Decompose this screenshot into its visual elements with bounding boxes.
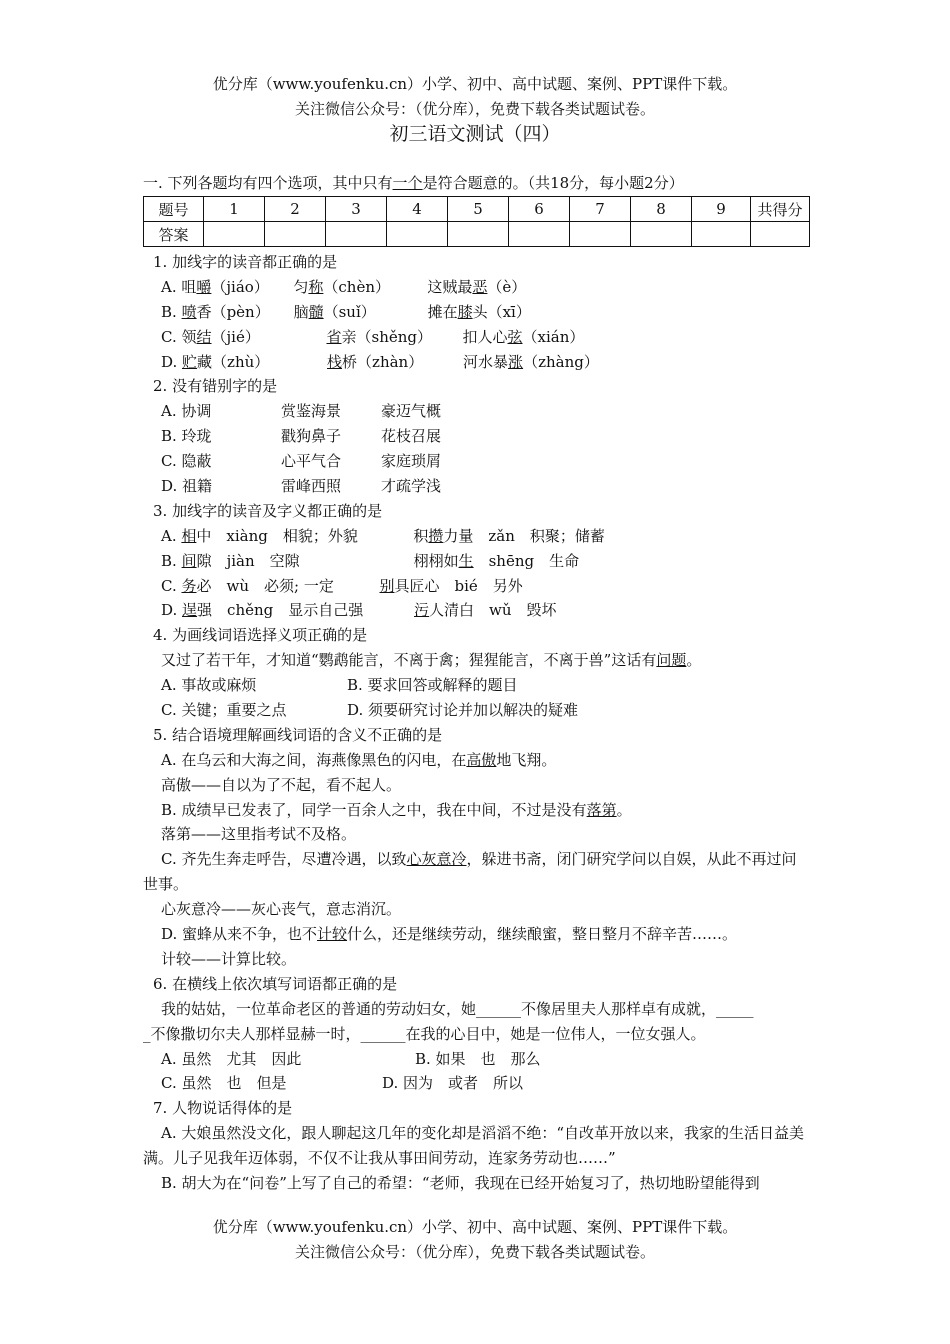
table-row-answers xyxy=(144,222,810,247)
table-header-cell: 7 xyxy=(570,197,631,222)
page-footer xyxy=(0,1215,950,1265)
answer-cell[interactable] xyxy=(204,222,265,247)
answer-cell[interactable] xyxy=(326,222,387,247)
blank-2a[interactable]: _____ xyxy=(716,999,754,1018)
question-1-option-c: C. 领结（jié） 省亲（shěng） 扣人心弦（xián） xyxy=(161,327,585,346)
question-3-option-b: B. 间隙 jiàn 空隙 栩栩如生 shēng 生命 xyxy=(161,551,580,570)
question-5-option-d: D. 蜜蜂从来不争，也不计较什么，还是继续劳动，继续酿蜜，整日整月不辞辛苦……。 xyxy=(161,925,738,944)
question-6-passage-line-1: 我的姑姑，一位革命老区的普通的劳动妇女，她______不像居里夫人那样卓有成就，_____ xyxy=(161,999,754,1018)
table-header-cell: 2 xyxy=(265,197,326,222)
question-1-option-a: A. 咀嚼（jiáo） 匀称（chèn） 这贼最恶（è） xyxy=(161,277,527,296)
question-3-option-d: D. 逞强 chěng 显示自己强 污人清白 wǔ 毁坏 xyxy=(161,601,557,620)
question-4-passage: 又过了若干年，才知道“鹦鹉能言，不离于禽；猩猩能言，不离于兽”这话有问题。 xyxy=(161,651,702,670)
answer-table xyxy=(143,196,810,247)
table-row-numbers xyxy=(144,197,810,222)
answer-cell[interactable] xyxy=(448,222,509,247)
question-5-option-a: A. 在乌云和大海之间，海燕像黑色的闪电，在高傲地飞翔。 xyxy=(161,750,557,769)
questions xyxy=(143,250,808,1196)
table-header-cell: 4 xyxy=(387,197,448,222)
answer-cell[interactable] xyxy=(631,222,692,247)
answer-cell[interactable] xyxy=(570,222,631,247)
blank-1[interactable]: ______ xyxy=(476,999,522,1018)
answer-cell[interactable] xyxy=(265,222,326,247)
table-header-cell: 8 xyxy=(631,197,692,222)
question-2-option-c: C. 隐蔽 心平气合 家庭琐屑 xyxy=(161,452,442,471)
table-header-cell: 5 xyxy=(448,197,509,222)
table-header-cell: 共得分 xyxy=(751,197,810,222)
question-4-options-ab: A. 事故或麻烦 B. 要求回答或解释的题目 xyxy=(161,676,518,695)
answer-cell[interactable] xyxy=(387,222,448,247)
table-header-cell: 9 xyxy=(692,197,751,222)
question-6-stem: 6. 在横线上依次填写词语都正确的是 xyxy=(153,974,398,993)
answer-cell[interactable] xyxy=(692,222,751,247)
answer-cell[interactable] xyxy=(509,222,570,247)
question-3-option-a: A. 相中 xiàng 相貌；外貌 积攒力量 zǎn 积聚；储蓄 xyxy=(161,526,605,545)
question-4-stem: 4. 为画线词语选择义项正确的是 xyxy=(153,626,368,645)
question-6-passage-line-2: _不像撒切尔夫人那样显赫一时，______在我的心目中，她是一位伟人，一位女强人。 xyxy=(143,1024,706,1043)
question-7-option-b: B. 胡大为在“问卷”上写了自己的希望：“老师，我现在已经开始复习了，热切地盼望能得到 xyxy=(161,1174,760,1193)
blank-3[interactable]: ______ xyxy=(360,1024,406,1043)
blank-2b[interactable]: _ xyxy=(143,1024,151,1043)
question-1-stem: 1. 加线字的读音都正确的是 xyxy=(153,253,338,271)
question-5-option-a-definition: 高傲——自以为了不起，看不起人。 xyxy=(161,775,402,794)
header-line-2: 关注微信公众号：（优分库），免费下载各类试题试卷。 xyxy=(294,100,655,118)
question-2-option-d: D. 祖籍 雷峰西照 才疏学浅 xyxy=(161,477,442,496)
question-1-option-b: B. 喷香（pèn） 脑髓（suǐ） 摊在膝头（xī） xyxy=(161,302,531,321)
table-header-cell: 6 xyxy=(509,197,570,222)
question-7-stem: 7. 人物说话得体的是 xyxy=(153,1099,293,1118)
page-title: 初三语文测试（四） xyxy=(389,123,561,145)
question-5-option-b-definition: 落第——这里指考试不及格。 xyxy=(161,825,357,844)
question-3-option-c: C. 务必 wù 必须; 一定 别具匠心 bié 另外 xyxy=(161,576,523,595)
question-5-option-b: B. 成绩早已发表了，同学一百余人之中，我在中间，不过是没有落第。 xyxy=(161,800,632,819)
question-6-options-ab: A. 虽然 尤其 因此 B. 如果 也 那么 xyxy=(161,1049,541,1068)
total-score-cell[interactable] xyxy=(751,222,810,247)
underlined-word: 一个 xyxy=(392,174,423,192)
section-1-instruction: 一. 下列各题均有四个选项，其中只有一个是符合题意的。（共18分，每小题2分） xyxy=(143,174,684,192)
footer-line-2: 关注微信公众号：（优分库），免费下载各类试题试卷。 xyxy=(294,1243,655,1261)
question-5-option-c: C. 齐先生奔走呼告，尽遭冷遇，以致心灰意冷，躲进书斋，闭门研究学问以自娱，从此不再过问世事。 xyxy=(143,850,797,894)
table-header-cell: 3 xyxy=(326,197,387,222)
answer-label-cell: 答案 xyxy=(144,222,204,247)
question-2-option-a: A. 协调 赏鉴海景 豪迈气概 xyxy=(161,402,442,421)
table-header-cell: 1 xyxy=(204,197,265,222)
question-1-option-d: D. 贮藏（zhù） 栈桥（zhàn） 河水暴涨（zhàng） xyxy=(161,352,599,371)
question-7-option-a: A. 大娘虽然没文化，跟人聊起这几年的变化却是滔滔不绝：“自改革开放以来，我家的生活日益美满。儿子见我年迈体弱，不仅不让我从事田间劳动，连家务劳动也……” xyxy=(143,1124,805,1168)
question-6-options-cd: C. 虽然 也 但是 D. 因为 或者 所以 xyxy=(161,1074,524,1093)
header-line-1: 优分库（www.youfenku.cn）小学、初中、高中试题、案例、PPT课件下载。 xyxy=(212,75,738,93)
table-header-cell: 题号 xyxy=(144,197,204,222)
question-4-options-cd: C. 关键；重要之点 D. 须要研究讨论并加以解决的疑难 xyxy=(161,701,579,720)
question-5-option-c-definition: 心灰意冷——灰心丧气，意志消沉。 xyxy=(161,900,402,919)
question-2-stem: 2. 没有错别字的是 xyxy=(153,377,278,396)
question-5-option-d-definition: 计较——计算比较。 xyxy=(161,949,297,968)
question-3-stem: 3. 加线字的读音及字义都正确的是 xyxy=(153,501,383,520)
question-5-stem: 5. 结合语境理解画线词语的含义不正确的是 xyxy=(153,725,443,744)
footer-line-1: 优分库（www.youfenku.cn）小学、初中、高中试题、案例、PPT课件下载。 xyxy=(212,1218,738,1236)
question-2-option-b: B. 玲珑 戳狗鼻子 花枝召展 xyxy=(161,427,442,446)
page-header xyxy=(0,72,950,122)
